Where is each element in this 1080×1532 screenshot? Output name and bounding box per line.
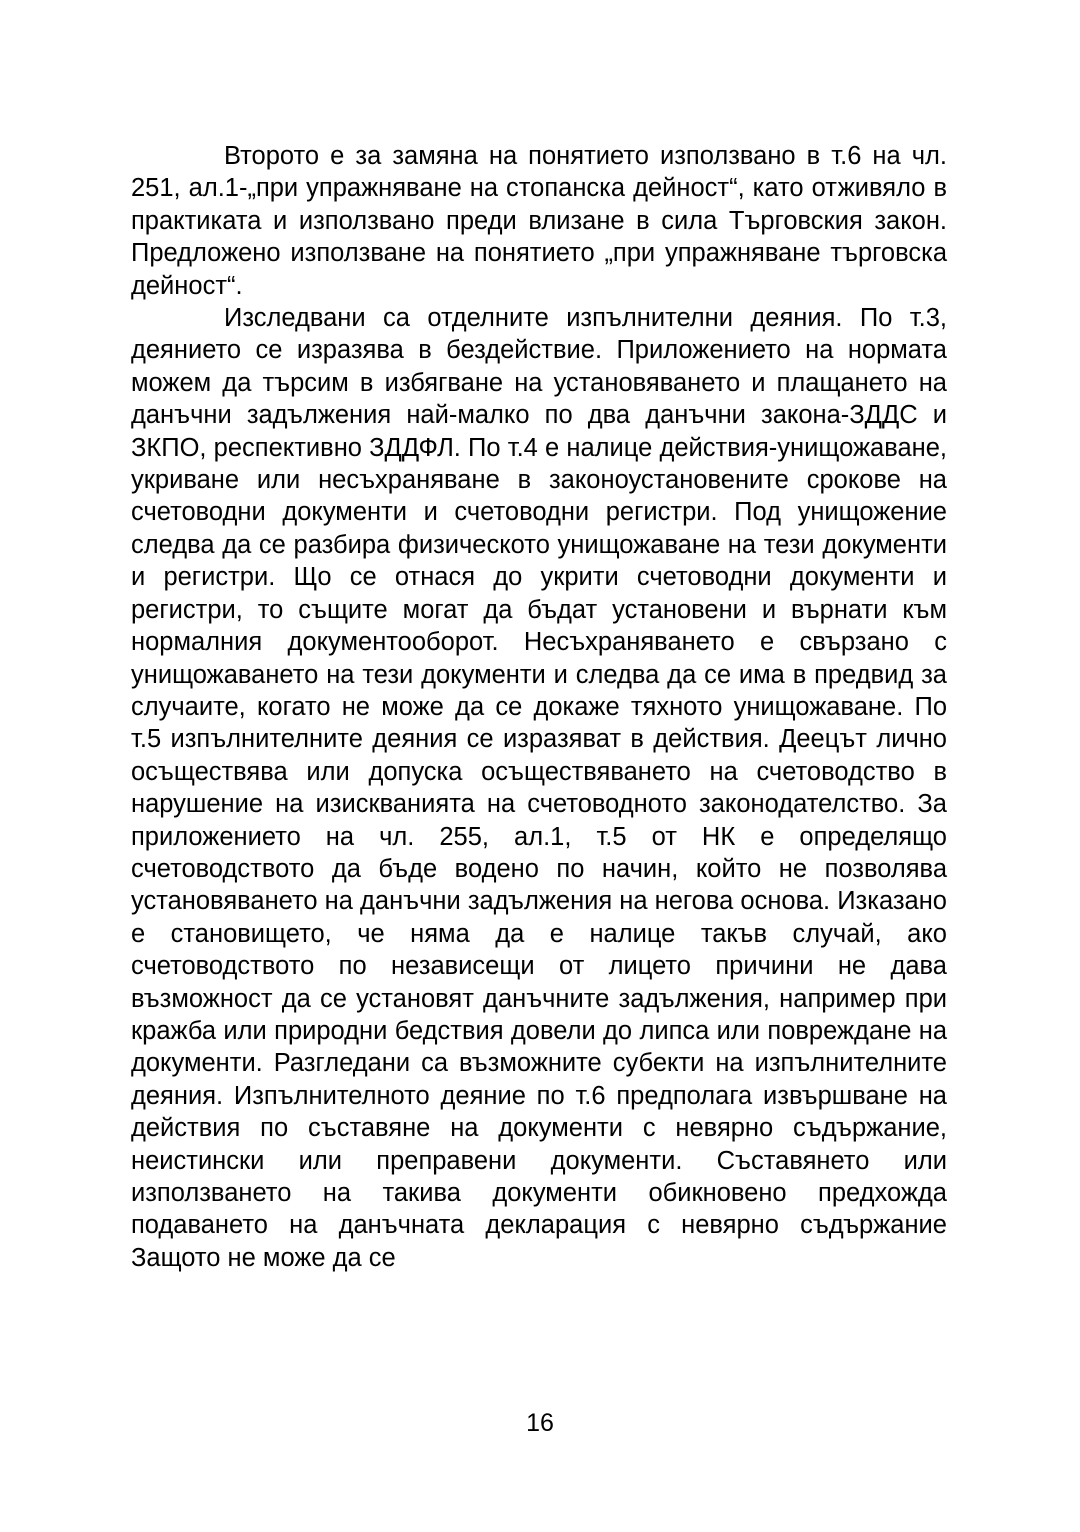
page-number: 16 bbox=[526, 1409, 554, 1437]
body-text bbox=[131, 140, 947, 1274]
paragraph-1: Второто е за замяна на понятието използвано в т.6 на чл. 251, ал.1-„при упражняване на стопанска дейност“, като отживяло в практиката и използвано преди влизане в сила Търговския закон. Предложено използване на понятието „при упражняване търговска дейност“. bbox=[131, 142, 947, 300]
paragraph-2: Изследвани са отделните изпълнителни деяния. По т.3, деянието се изразява в бездействие. Приложението на нормата можем да търсим в избягване на установяването и плащането на данъчни задължения най-малко по два данъчни закона-ЗДДС и ЗКПО, респективно ЗДДФЛ. По т.4 е налице действия-унищожаване, укриване или несъхраняване в законоустановените срокове на счетоводни документи и счетоводни регистри. Под унищожение следва да се разбира физическото унищожаване на тези документи и регистри. Що се отнася до укрити счетоводни документи и регистри, то същите могат да бъдат установени и върнати към нормалния документооборот. Несъхраняването е свързано с унищожаването на тези документи и следва да се има в предвид за случаите, когато не може да се докаже тяхното унищожаване. По т.5 изпълнителните деяния се изразяват в действия. Деецът лично осъществява или допуска осъществяването на счетоводство в нарушение на изискванията на счетоводното законодателство. За приложението на чл. 255, ал.1, т.5 от НК е определящо счетоводството да бъде водено по начин, който не позволява установяването на данъчни задължения на негова основа. Изказано е становището, че няма да е налице такъв случай, ако счетоводството по независещи от лицето причини не дава възможност да се установят данъчните задължения, например при кражба или природни бедствия довели до липса или повреждане на документи. Разгледани са възможните субекти на изпълнителните деяния. Изпълнителното деяние по т.6 предполага извършване на действия по съставяне на документи с невярно съдържание, неистински или преправени документи. Съставянето или използването на такива документи обикновено предхожда подаването на данъчната декларация с невярно съдържание Защото не може да се bbox=[131, 304, 947, 1272]
